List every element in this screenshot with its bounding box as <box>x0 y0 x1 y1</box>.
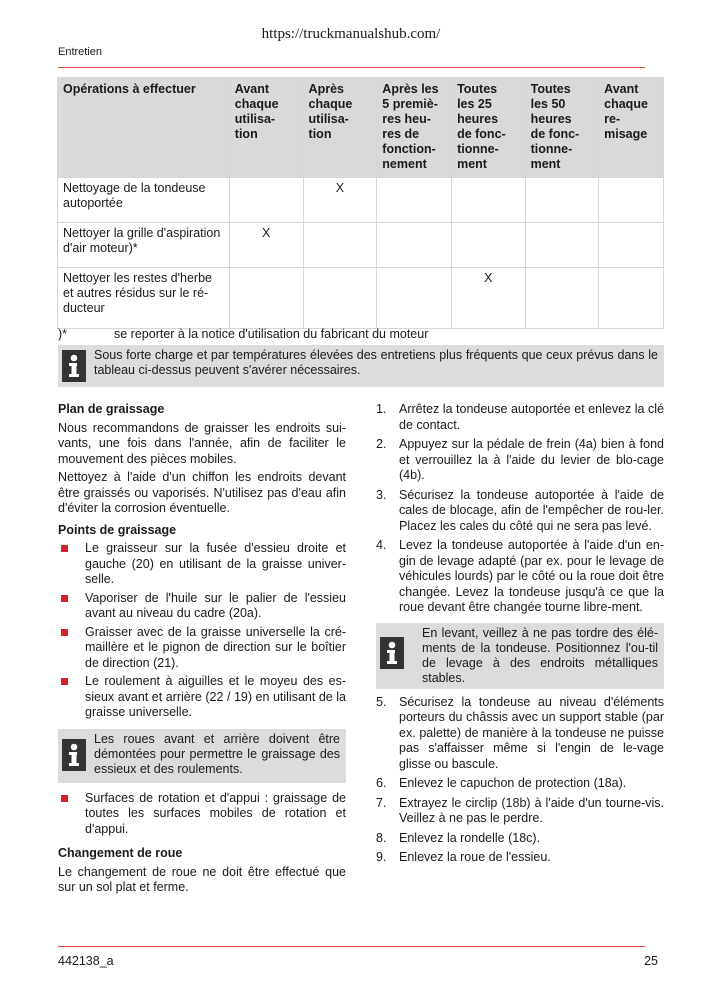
operation-cell <box>58 223 230 268</box>
step-text: Levez la tondeuse autoportée à l'aide d'un en-gin de levage adapté (par ex. pour le levage de véhicules lourds) par le côté ou la roue doit être changée. Levez la tondeuse jusqu'à ce que la roue devant être changée tourne libre-ment. <box>399 538 664 614</box>
column-header-line: misage <box>604 127 648 141</box>
info-text: Sous forte charge et par températures élevées des entretiens plus fréquents que ceux prévus dans le tableau ci-dessus peuvent s'avérer nécessaires. <box>94 348 658 377</box>
points-title: Points de graissage <box>58 522 177 537</box>
column-header-line: heures <box>457 112 499 126</box>
step-text: Enlevez le capuchon de protection (18a). <box>399 776 627 790</box>
step-item <box>376 695 664 773</box>
info-text: Les roues avant et arrière doivent être démontées pour permettre le graissage des essieux et des roulements. <box>94 731 340 776</box>
points-list-2 <box>58 791 346 838</box>
bullet-square-icon <box>61 629 68 636</box>
interval-mark-cell <box>525 178 599 223</box>
step-text: Enlevez la roue de l'essieu. <box>399 850 551 864</box>
step-item <box>376 776 664 792</box>
maintenance-table <box>57 77 664 329</box>
table-row <box>58 268 664 329</box>
interval-mark-cell <box>525 268 599 329</box>
step-number: 7. <box>376 795 387 810</box>
document-number: 442138_a <box>58 954 114 968</box>
operation-line: Nettoyage de la tondeuse <box>63 181 206 195</box>
column-header-line: re- <box>604 112 621 126</box>
right-column <box>376 402 664 866</box>
column-header-line: utilisa- <box>234 112 276 126</box>
lubrication-point-text: Le graisseur sur la fusée d'essieu droite et gauche (20) en utilisant de la graisse univer-selle. <box>85 541 346 586</box>
wheel-paragraph: Le changement de roue ne doit être effectué que sur un sol plat et ferme. <box>58 864 346 894</box>
info-icon <box>62 350 86 382</box>
interval-mark-cell <box>303 268 377 329</box>
column-header-line: ment <box>457 157 487 171</box>
lubrication-point <box>58 674 346 721</box>
column-header-line: res heu- <box>382 112 431 126</box>
step-text: Extrayez le circlip (18b) à l'aide d'un tourne-vis. Veillez à ne pas le perdre. <box>399 795 664 825</box>
table-row <box>58 178 664 223</box>
step-number: 5. <box>376 694 387 709</box>
step-text: Sécurisez la tondeuse autoportée à l'aide de cales de blocage, afin de l'empêcher de rou-ler. Placez les cales du côté qui ne sera pas levé. <box>399 487 664 533</box>
column-header-line: ment <box>530 157 561 171</box>
plan-paragraph-2: Nettoyez à l'aide d'un chiffon les endroits devant être graissés ou vaporisés. N'utilisez pas d'eau afin d'éviter la corrosion éventuelle. <box>58 470 346 515</box>
info-icon <box>62 739 86 771</box>
step-item <box>376 538 664 616</box>
interval-mark-cell <box>599 223 664 268</box>
plan-title: Plan de graissage <box>58 402 165 416</box>
column-header-line: tion <box>234 127 258 141</box>
operation-line: et autres résidus sur le ré- <box>63 286 209 300</box>
interval-mark-cell <box>229 178 303 223</box>
column-header-line: de fonc- <box>530 127 580 141</box>
lubrication-point <box>58 791 346 838</box>
table-row <box>58 223 664 268</box>
step-number: 1. <box>376 402 387 416</box>
operation-line: Nettoyer les restes d'herbe <box>63 271 212 285</box>
bullet-square-icon <box>61 545 68 552</box>
column-header-line: les 50 <box>530 97 566 111</box>
column-header-line: Opérations à effectuer <box>63 82 196 96</box>
interval-mark-cell: X <box>452 268 526 329</box>
lubrication-point <box>58 591 346 622</box>
lubrication-point <box>58 625 346 672</box>
column-header <box>377 78 452 178</box>
info-icon <box>380 637 404 669</box>
operation-line: autoportée <box>63 196 123 210</box>
footer-rule <box>58 946 645 947</box>
column-header-line: Avant <box>234 82 270 96</box>
info-box-right <box>376 623 664 689</box>
interval-mark-cell <box>599 268 664 329</box>
operation-line: d'air moteur)* <box>63 241 138 255</box>
column-header-line: tionne- <box>530 142 573 156</box>
interval-mark-cell <box>599 178 664 223</box>
steps-list-a <box>376 402 664 616</box>
column-header-line: heures <box>530 112 572 126</box>
info-box-top <box>58 345 664 387</box>
column-header <box>599 78 664 178</box>
column-header-line: fonction- <box>382 142 436 156</box>
column-header-line: Avant <box>604 82 639 96</box>
step-item <box>376 402 664 433</box>
footnote-text: se reporter à la notice d'utilisation du fabricant du moteur <box>114 327 429 341</box>
interval-mark-cell <box>452 223 526 268</box>
bullet-square-icon <box>61 678 68 685</box>
column-header <box>452 78 526 178</box>
step-item <box>376 831 664 847</box>
steps-list-b <box>376 695 664 866</box>
info-text: En levant, veillez à ne pas tordre des élé-ments de la tondeuse. Positionnez l'ou-til de levage à des endroits métalliques stables. <box>422 625 658 685</box>
step-text: Appuyez sur la pédale de frein (4a) bien à fond et verrouillez la à l'aide du levier de blo-cage (4b). <box>399 437 664 482</box>
step-item <box>376 437 664 484</box>
step-number: 4. <box>376 538 387 552</box>
step-number: 3. <box>376 487 387 502</box>
operation-line: Nettoyer la grille d'aspiration <box>63 226 221 240</box>
plan-paragraph-1: Nous recommandons de graisser les endroits sui-vants, une fois dans l'année, afin de faciliter le mouvement des pièces mobiles. <box>58 420 346 466</box>
footnote-mark: )* <box>58 327 68 341</box>
step-text: Sécurisez la tondeuse au niveau d'éléments porteurs du châssis avec un support stable (par ex. palette) de manière à la tondeuse ne puisse pas s'affaisser même si l'engin de le-vage glisse ou bascule. <box>399 694 664 771</box>
step-item <box>376 488 664 535</box>
bullet-square-icon <box>61 795 68 802</box>
table-body <box>58 178 664 329</box>
step-number: 6. <box>376 776 387 790</box>
interval-mark-cell <box>525 223 599 268</box>
footnote <box>58 327 429 341</box>
column-header-line: Après <box>308 82 344 96</box>
interval-mark-cell <box>377 268 452 329</box>
lubrication-point-text: Vaporiser de l'huile sur le palier de l'essieu avant au niveau du cadre (20a). <box>85 590 346 620</box>
step-text: Enlevez la rondelle (18c). <box>399 830 541 845</box>
operation-line: ducteur <box>63 301 105 315</box>
column-header-line: de fonc- <box>457 127 506 141</box>
interval-mark-cell <box>229 268 303 329</box>
column-header-line: Après les <box>382 82 439 96</box>
interval-mark-cell <box>452 178 526 223</box>
column-header-line: utilisa- <box>308 112 349 126</box>
source-url[interactable]: https://truckmanualshub.com/ <box>261 26 441 42</box>
column-header-line: chaque <box>234 97 279 111</box>
step-number: 9. <box>376 850 387 864</box>
column-header <box>229 78 303 178</box>
step-item <box>376 850 664 866</box>
header-rule <box>58 67 645 68</box>
section-title: Entretien <box>58 46 103 58</box>
column-header <box>303 78 377 178</box>
page-number: 25 <box>644 954 658 968</box>
left-column <box>58 402 346 896</box>
bullet-square-icon <box>61 595 68 602</box>
operation-cell <box>58 178 230 223</box>
interval-mark-cell: X <box>229 223 303 268</box>
column-header <box>525 78 599 178</box>
interval-mark-cell <box>303 223 377 268</box>
points-list <box>58 541 346 721</box>
step-text: Arrêtez la tondeuse autoportée et enlevez la clé de contact. <box>399 402 664 432</box>
column-header-line: nement <box>382 157 427 171</box>
interval-mark-cell <box>377 223 452 268</box>
interval-mark-cell <box>377 178 452 223</box>
lubrication-point-text: Le roulement à aiguilles et le moyeu des es-sieux avant et arrière (22 / 19) en utilisant de la graisse universelle. <box>85 674 346 719</box>
lubrication-point <box>58 541 346 588</box>
column-header-line: les 25 <box>457 97 492 111</box>
column-header-line: Toutes <box>457 82 498 96</box>
wheel-title: Changement de roue <box>58 846 183 860</box>
column-header-line: tionne- <box>457 142 499 156</box>
step-number: 2. <box>376 437 387 451</box>
column-header-line: chaque <box>308 97 353 111</box>
interval-mark-cell: X <box>303 178 377 223</box>
column-header-line: chaque <box>604 97 648 111</box>
column-header <box>58 78 230 178</box>
operation-cell <box>58 268 230 329</box>
info-box-left <box>58 729 346 783</box>
step-item <box>376 796 664 827</box>
step-number: 8. <box>376 830 387 845</box>
column-header-line: tion <box>308 127 332 141</box>
column-header-line: res de <box>382 127 420 141</box>
table-header-row <box>58 78 664 178</box>
lubrication-point-text: Graisser avec de la graisse universelle la cré-maillère et le pignon de direction sur le boîtier de direction (21). <box>85 624 346 670</box>
column-header-line: Toutes <box>530 82 571 96</box>
column-header-line: 5 premiè- <box>382 97 438 111</box>
lubrication-point-text: Surfaces de rotation et d'appui : graissage de toutes les surfaces mobiles de rotation et d'appui. <box>85 790 346 836</box>
